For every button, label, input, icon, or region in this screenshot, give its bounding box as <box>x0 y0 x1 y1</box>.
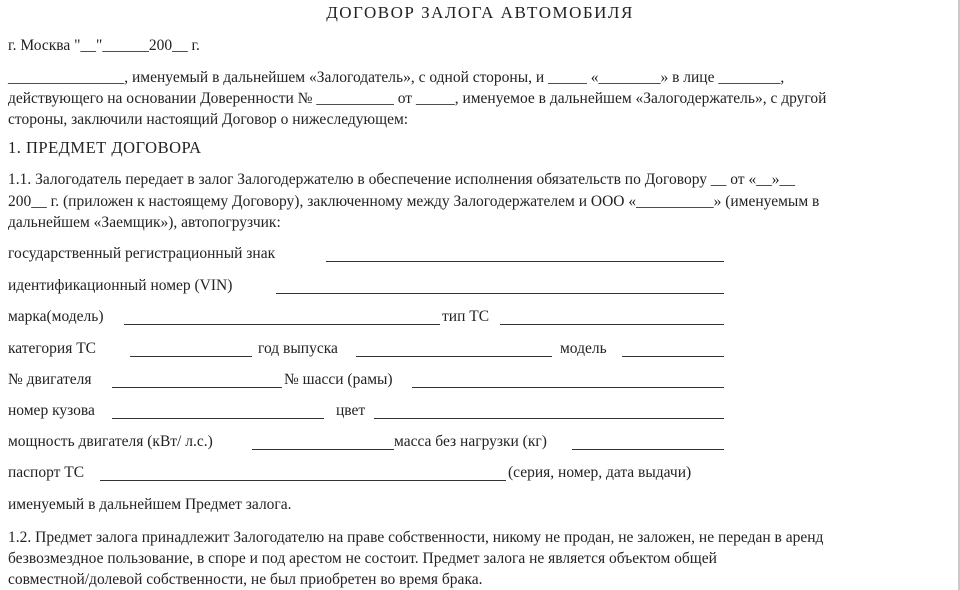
field-label-body-no: номер кузова <box>8 402 95 419</box>
field-label-power: мощность двигателя (кВт/ л.с.) <box>8 433 213 450</box>
city-date-line: г. Москва "__"______200__ г. <box>8 37 200 54</box>
clause-1-1-line-3: дальнейшем «Заемщик»), автопогрузчик: <box>8 214 281 231</box>
field-blank-chassis-no <box>412 387 724 388</box>
field-label-year: год выпуска <box>258 340 338 357</box>
clause-1-2-line-3: совместной/долевой собственности, не был приобретен во время брака. <box>8 571 483 588</box>
field-label-passport: паспорт ТС <box>8 464 85 481</box>
field-label-reg-sign: государственный регистрационный знак <box>8 245 276 262</box>
field-blank-color <box>374 418 724 419</box>
document-title: ДОГОВОР ЗАЛОГА АВТОМОБИЛЯ <box>326 3 634 22</box>
field-label-category: категория ТС <box>8 340 97 357</box>
field-label-model: модель <box>560 340 607 357</box>
parties-line-1: _______________, именуемый в дальнейшем «Залогодатель», с одной стороны, и _____ «________» в лице ________, <box>8 69 785 86</box>
named-subject-line: именуемый в дальнейшем Предмет залога. <box>8 496 292 513</box>
field-blank-passport <box>100 480 506 481</box>
field-label-brand: марка(модель) <box>8 308 104 325</box>
parties-line-2: действующего на основании Доверенности № __________ от _____, именуемое в дальнейшем «Залогодержатель», с другой <box>8 90 827 107</box>
section-heading: 1. ПРЕДМЕТ ДОГОВОРА <box>8 138 202 157</box>
field-label-engine-no: № двигателя <box>8 371 92 388</box>
parties-line-3: стороны, заключили настоящий Договор о нижеследующем: <box>8 111 409 128</box>
field-note-passport: (серия, номер, дата выдачи) <box>508 464 692 481</box>
clause-1-1-line-1: 1.1. Залогодатель передает в залог Залогодержателю в обеспечение исполнения обязательств по Договору __ от «__»__ <box>8 171 795 188</box>
field-blank-year <box>356 356 552 357</box>
field-blank-type <box>500 324 724 325</box>
field-label-color: цвет <box>336 402 366 419</box>
field-label-type: тип ТС <box>442 308 490 325</box>
clause-1-2-line-2: безвозмездное пользование, в споре и под арестом не состоит. Предмет залога не является объектом общей <box>8 550 717 567</box>
field-blank-power <box>252 449 394 450</box>
clause-1-1-line-2: 200__ г. (приложен к настоящему Договору), заключенному между Залогодержателем и ООО «__________» (именуемым в <box>8 193 820 210</box>
field-blank-brand <box>124 324 440 325</box>
field-blank-category <box>130 356 252 357</box>
field-label-chassis-no: № шасси (рамы) <box>284 371 393 388</box>
field-blank-model <box>622 356 724 357</box>
field-label-mass: масса без нагрузки (кг) <box>394 433 547 450</box>
field-blank-engine-no <box>112 387 282 388</box>
field-label-vin: идентификационный номер (VIN) <box>8 277 233 294</box>
field-blank-mass <box>572 449 724 450</box>
field-blank-body-no <box>112 418 324 419</box>
clause-1-2-line-1: 1.2. Предмет залога принадлежит Залогодателю на праве собственности, никому не продан, не заложен, не передан в аренд <box>8 529 824 546</box>
field-blank-vin <box>276 293 724 294</box>
field-blank-reg-sign <box>326 261 724 262</box>
